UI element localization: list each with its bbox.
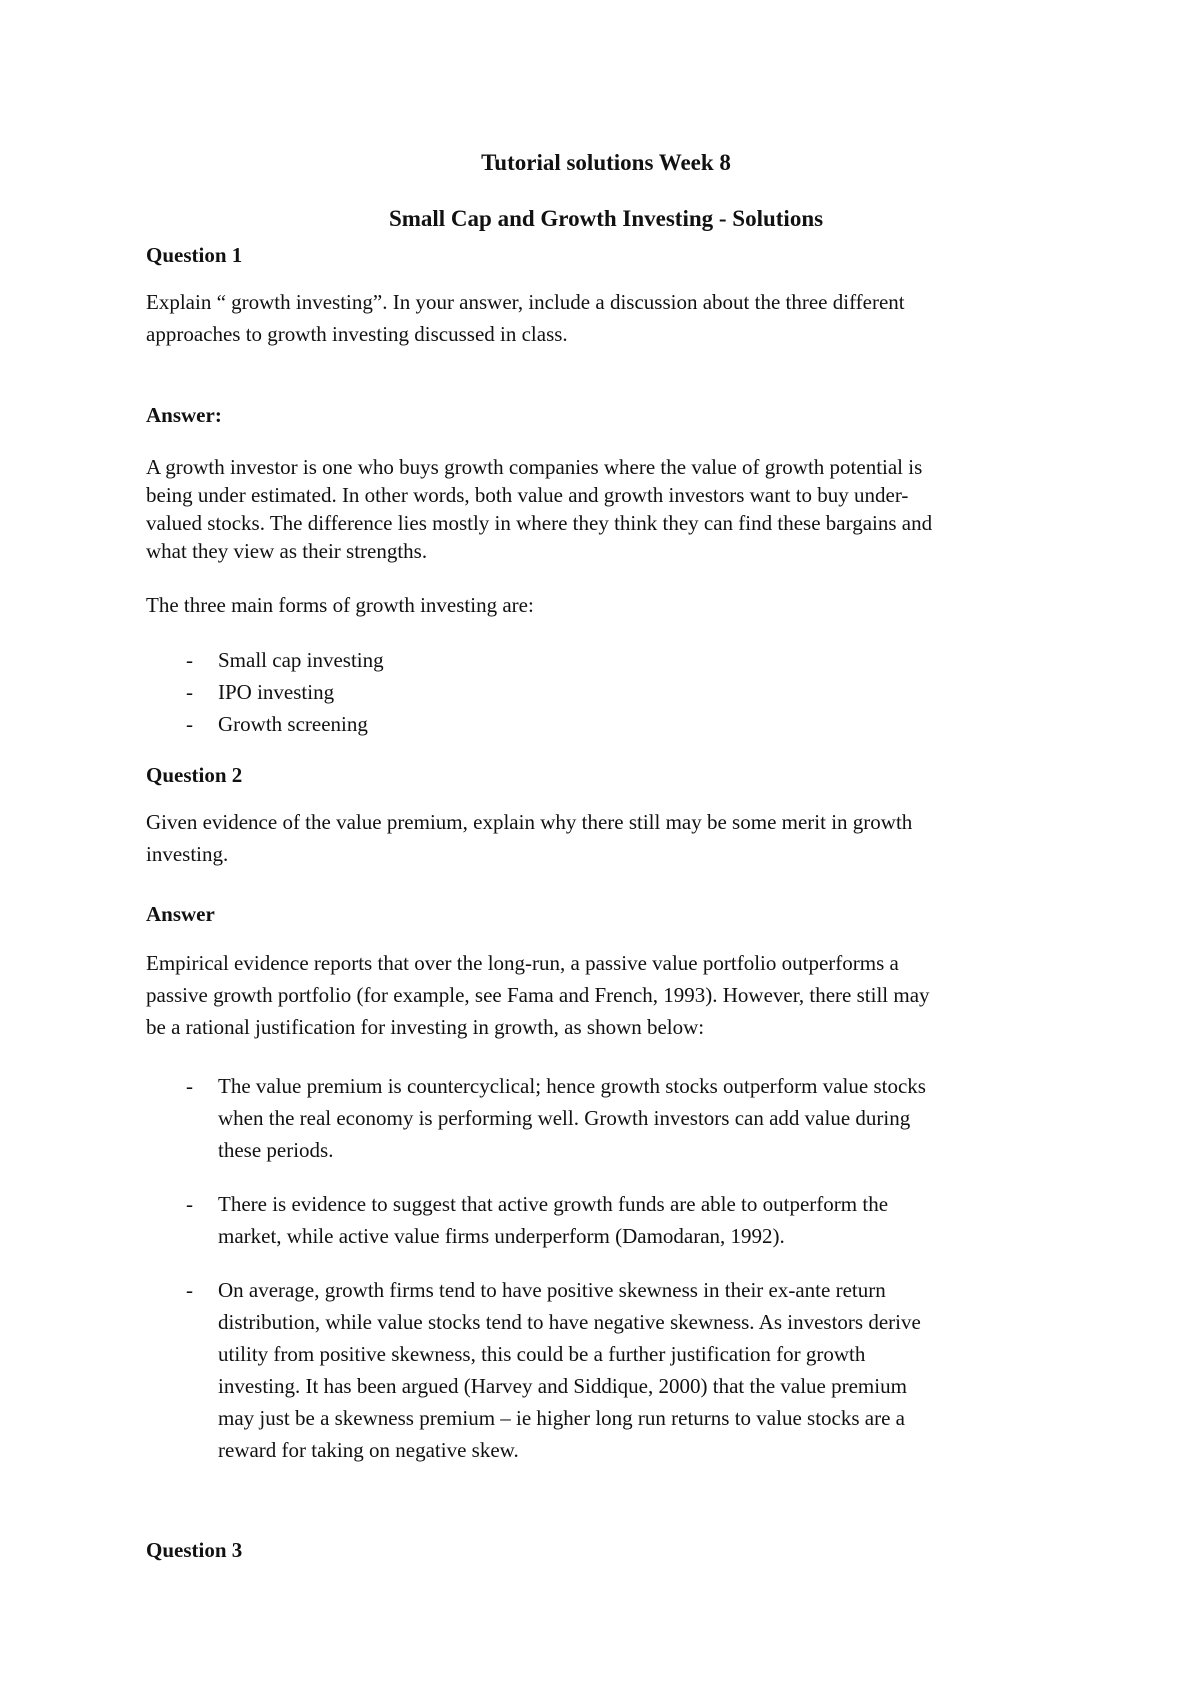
list-item-line: On average, growth firms tend to have positive skewness in their ex-ante return — [218, 1278, 886, 1302]
question-2-answer-line: Empirical evidence reports that over the long-run, a passive value portfolio outperforms a — [146, 951, 899, 975]
question-2-answer — [146, 947, 930, 1043]
question-2-prompt-line: investing. — [146, 842, 229, 866]
document-page — [146, 0, 1066, 1698]
list-item-text: IPO investing — [218, 680, 335, 704]
growth-forms-list — [146, 644, 384, 740]
list-item-line: There is evidence to suggest that active growth funds are able to outperform the — [218, 1192, 889, 1216]
document-title: Tutorial solutions Week 8 — [481, 150, 731, 175]
question-1-answer-heading: Answer: — [146, 403, 222, 427]
list-item — [146, 676, 384, 708]
list-item-line: investing. It has been argued (Harvey and Siddique, 2000) that the value premium — [218, 1374, 907, 1398]
question-1-answer-line: A growth investor is one who buys growth companies where the value of growth potential is — [146, 455, 923, 479]
dash-bullet: - — [186, 1278, 193, 1302]
list-item-line: The value premium is countercyclical; hence growth stocks outperform value stocks — [218, 1074, 926, 1098]
question-1-prompt-line: Explain “ growth investing”. In your answer, include a discussion about the three different — [146, 290, 905, 314]
list-item-line: when the real economy is performing well. Growth investors can add value during — [218, 1106, 911, 1130]
dash-bullet: - — [186, 712, 193, 736]
question-1-heading: Question 1 — [146, 243, 243, 267]
question-3-heading: Question 3 — [146, 1538, 243, 1562]
dash-bullet: - — [186, 1192, 193, 1216]
question-2-answer-heading: Answer — [146, 902, 215, 926]
list-item-line: market, while active value firms underperform (Damodaran, 1992). — [218, 1224, 785, 1248]
list-item-line: may just be a skewness premium – ie higher long run returns to value stocks are a — [218, 1406, 905, 1430]
dash-bullet: - — [186, 680, 193, 704]
list-item — [146, 1070, 926, 1166]
question-1-answer-line: what they view as their strengths. — [146, 539, 428, 563]
list-item-text: Small cap investing — [218, 648, 384, 672]
list-item-line: distribution, while value stocks tend to have negative skewness. As investors derive — [218, 1310, 921, 1334]
list-item-line: reward for taking on negative skew. — [218, 1438, 519, 1462]
list-item-line: utility from positive skewness, this could be a further justification for growth — [218, 1342, 866, 1366]
dash-bullet: - — [186, 648, 193, 672]
growth-forms-intro: The three main forms of growth investing are: — [146, 593, 534, 617]
justification-list — [146, 1070, 926, 1466]
question-2-heading: Question 2 — [146, 763, 243, 787]
question-2-answer-line: be a rational justification for investing in growth, as shown below: — [146, 1015, 705, 1039]
list-item — [146, 708, 384, 740]
question-1-answer-line: being under estimated. In other words, both value and growth investors want to buy under- — [146, 483, 909, 507]
question-2-answer-line: passive growth portfolio (for example, see Fama and French, 1993). However, there still may — [146, 983, 930, 1007]
list-item — [146, 1188, 926, 1252]
document-subtitle: Small Cap and Growth Investing - Solutions — [388, 206, 824, 231]
dash-bullet: - — [186, 1074, 193, 1098]
list-item-line: these periods. — [218, 1138, 334, 1162]
question-1-answer-line: valued stocks. The difference lies mostly in where they think they can find these bargains and — [146, 511, 933, 535]
list-item — [146, 1274, 926, 1466]
question-2-prompt — [146, 806, 912, 870]
question-1-prompt-line: approaches to growth investing discussed in class. — [146, 322, 568, 346]
list-item-text: Growth screening — [218, 712, 368, 736]
list-item — [146, 644, 384, 676]
question-1-prompt — [146, 286, 905, 350]
question-2-prompt-line: Given evidence of the value premium, explain why there still may be some merit in growth — [146, 810, 913, 834]
question-1-answer — [146, 453, 932, 565]
